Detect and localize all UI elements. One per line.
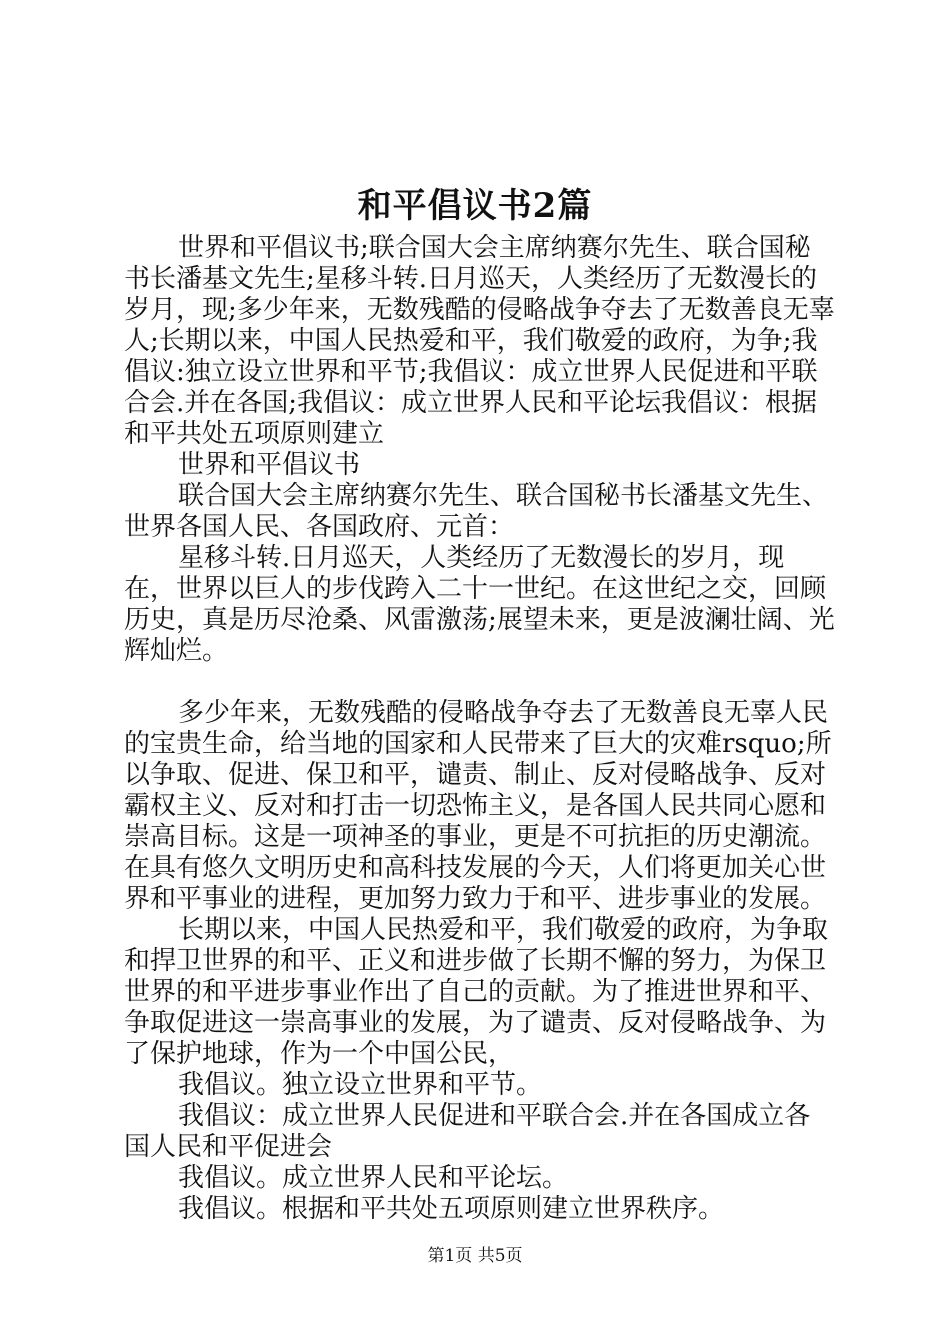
paragraph-china-peace: 长期以来，中国人民热爱和平，我们敬爱的政府，为争取和捍卫世界的和平、正义和进步做了长期不懈的努力，为保卫世界的和平进步事业作出了自己的贡献。为了推进世界和平、争取促进这一崇高事业的发展，为了谴责、反对侵略战争、为了保护地球，作为一个中国公民， — [124, 915, 829, 1069]
paragraph-salutation: 联合国大会主席纳赛尔先生、联合国秘书长潘基文先生、世界各国人民、各国政府、元首： — [124, 481, 829, 542]
paragraph-proposal-2: 我倡议：成立世界人民促进和平联合会.并在各国成立各国人民和平促进会 — [124, 1101, 811, 1162]
paragraph-proposal-4: 我倡议。根据和平共处五项原则建立世界秩序。 — [178, 1194, 725, 1224]
document-title: 和平倡议书2篇 — [357, 186, 593, 226]
paragraph-proposal-1: 我倡议。独立设立世界和平节。 — [178, 1070, 543, 1100]
document-body — [124, 233, 836, 1225]
paragraph-war-and-peace: 多少年来，无数残酷的侵略战争夺去了无数善良无辜人民的宝贵生命，给当地的国家和人民带来了巨大的灾难rsquo;所以争取、促进、保卫和平，谴责、制止、反对侵略战争、反对霸权主义、反对和打击一切恐怖主义，是各国人民共同心愿和崇高目标。这是一项神圣的事业，更是不可抗拒的历史潮流。在具有悠久文明历史和高科技发展的今天，人们将更加关心世界和平事业的进程，更加努力致力于和平、进步事业的发展。 — [124, 698, 832, 914]
paragraph-proposal-3: 我倡议。成立世界人民和平论坛。 — [178, 1163, 569, 1193]
paragraph-summary: 世界和平倡议书;联合国大会主席纳赛尔先生、联合国秘书长潘基文先生;星移斗转.日月巡天，人类经历了无数漫长的岁月，现;多少年来，无数残酷的侵略战争夺去了无数善良无辜人;长期以来，中国人民热爱和平，我们敬爱的政府，为争;我倡议:独立设立世界和平节;我倡议：成立世界人民促进和平联合会.并在各国;我倡议：成立世界人民和平论坛我倡议：根据和平共处五项原则建立 — [124, 233, 835, 449]
page-footer: 第1页 共5页 — [427, 1246, 523, 1266]
paragraph-spacer — [124, 667, 836, 698]
paragraph-subtitle: 世界和平倡议书 — [178, 450, 361, 480]
paragraph-opening: 星移斗转.日月巡天，人类经历了无数漫长的岁月，现在，世界以巨人的步伐跨入二十一世纪。在这世纪之交，回顾历史，真是历尽沧桑、风雷激荡;展望未来，更是波澜壮阔、光辉灿烂。 — [124, 543, 835, 666]
